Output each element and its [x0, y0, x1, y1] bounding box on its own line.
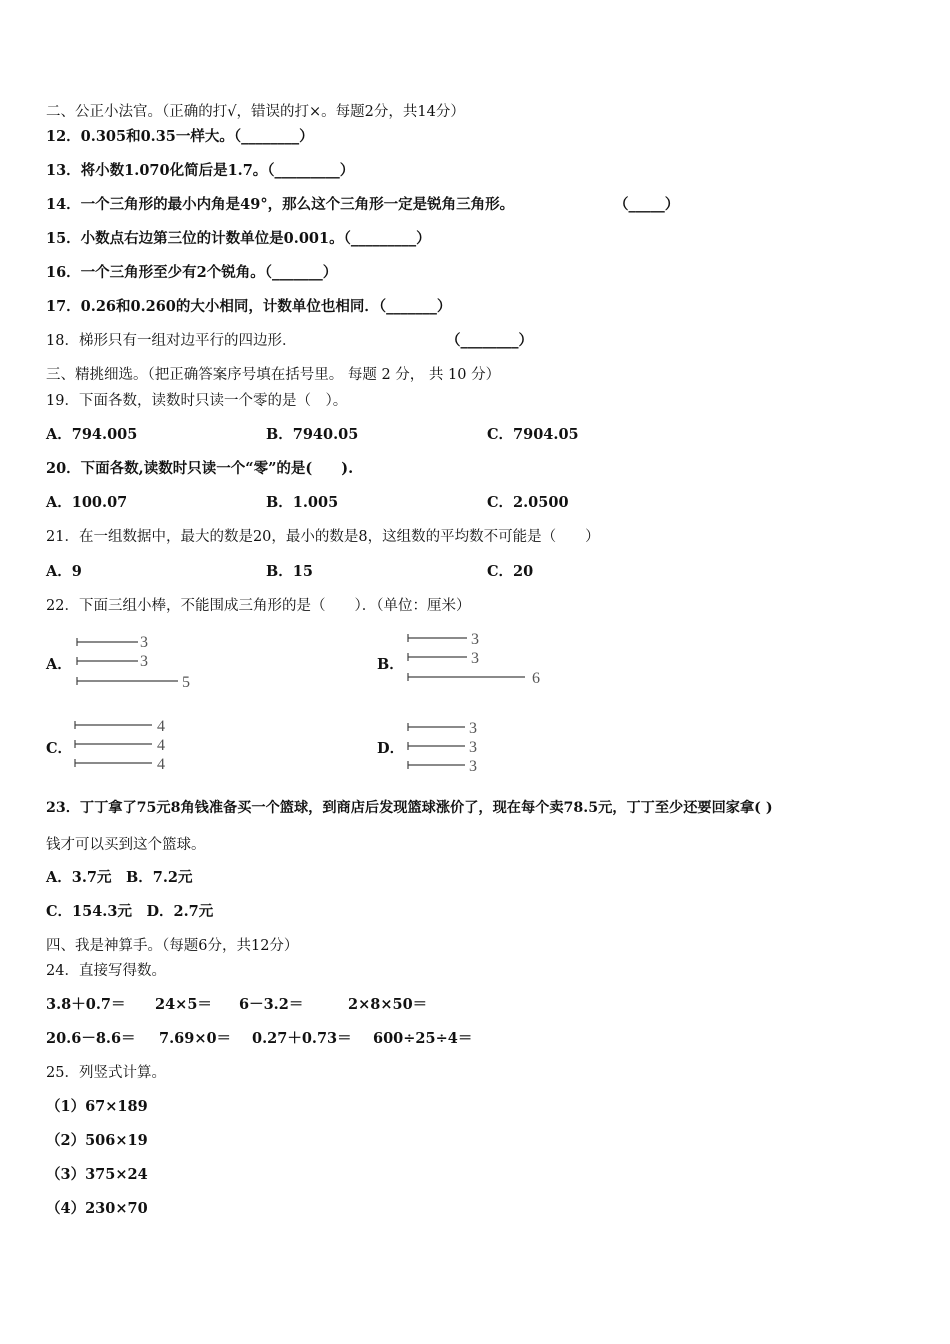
question-23-line-2: 钱才可以买到这个篮球。 [46, 837, 206, 853]
question-14: 14．一个三角形的最小内角是49°，那么这个三角形一定是锐角三角形。 [46, 196, 515, 213]
calc-row2-item3: 0.27＋0.73＝ [252, 1030, 352, 1047]
stick-b3-length: 6 [532, 670, 540, 687]
question-23-options-ab: A．3.7元 B．7.2元 [46, 869, 193, 886]
stick-b1-length: 3 [471, 631, 479, 648]
vertical-calc-item-4: （4）230×70 [46, 1200, 148, 1217]
sticks-figure-d [405, 716, 495, 778]
sticks-figure-c [72, 714, 182, 776]
question-23-options-cd: C．154.3元 D．2.7元 [46, 903, 214, 920]
stick-a3-length: 5 [182, 674, 190, 691]
vertical-calc-item-1: （1）67×189 [46, 1098, 148, 1115]
question-20-option-c: C．2.0500 [487, 494, 569, 511]
calc-row1-item1: 3.8＋0.7＝ [46, 996, 126, 1013]
question-21-option-c: C．20 [487, 563, 534, 580]
question-25: 25．列竖式计算。 [46, 1065, 166, 1081]
question-17: 17．0.26和0.260的大小相同，计数单位也相同．（_______） [46, 298, 452, 315]
vertical-calc-item-3: （3）375×24 [46, 1166, 148, 1183]
question-19-option-c: C．7904.05 [487, 426, 579, 443]
calc-row1-item2: 24×5＝ [155, 996, 212, 1013]
stick-c3-length: 4 [157, 756, 165, 773]
sticks-figure-b [405, 628, 555, 690]
stick-c2-length: 4 [157, 737, 165, 754]
section-4-title: 四、我是神算手。（每题6分，共12分） [46, 938, 299, 954]
calc-row2-item4: 600÷25÷4＝ [373, 1030, 473, 1047]
section-2-title: 二、公正小法官。（正确的打√，错误的打×。每题2分，共14分） [46, 104, 465, 120]
question-22: 22．下面三组小棒，不能围成三角形的是（ ）．（单位：厘米） [46, 598, 471, 614]
stick-d3-length: 3 [469, 758, 477, 775]
stick-a2-length: 3 [140, 653, 148, 670]
question-22-option-d-label: D． [377, 740, 405, 757]
question-15: 15．小数点右边第三位的计数单位是0.001。（_________） [46, 230, 431, 247]
question-20-option-b: B．1.005 [266, 494, 339, 511]
question-21-option-b: B．15 [266, 563, 313, 580]
stick-d2-length: 3 [469, 739, 477, 756]
question-22-option-c-label: C． [46, 740, 73, 757]
stick-c1-length: 4 [157, 718, 165, 735]
question-20-option-a: A．100.07 [46, 494, 128, 511]
question-21-option-a: A．9 [46, 563, 82, 580]
calc-row2-item1: 20.6－8.6＝ [46, 1030, 136, 1047]
question-21: 21．在一组数据中，最大的数是20，最小的数是8，这组数的平均数不可能是（ ） [46, 529, 600, 545]
question-24: 24．直接写得数。 [46, 963, 166, 979]
question-16: 16．一个三角形至少有2个锐角。（_______） [46, 264, 338, 281]
question-14-blank: （_____） [614, 196, 680, 213]
section-3-title: 三、精挑细选。（把正确答案序号填在括号里。 每题 2 分， 共 10 分） [46, 367, 501, 383]
question-19-option-b: B．7940.05 [266, 426, 359, 443]
question-13: 13．将小数1.070化简后是1.7。（_________） [46, 162, 355, 179]
question-20: 20．下面各数,读数时只读一个“零”的是( ). [46, 460, 354, 477]
calc-row1-item3: 6－3.2＝ [239, 996, 304, 1013]
question-18-blank: （________） [446, 332, 533, 349]
question-19-option-a: A．794.005 [46, 426, 138, 443]
question-23-line-1: 23．丁丁拿了75元8角钱准备买一个篮球，到商店后发现篮球涨价了，现在每个卖78.5元，丁丁至少还要回家拿( ) [46, 800, 773, 816]
sticks-figure-a [74, 632, 204, 692]
stick-b2-length: 3 [471, 650, 479, 667]
question-19: 19．下面各数，读数时只读一个零的是（ ）。 [46, 393, 348, 409]
question-12: 12．0.305和0.35一样大。（________） [46, 128, 314, 145]
calc-row1-item4: 2×8×50＝ [348, 996, 428, 1013]
calc-row2-item2: 7.69×0＝ [159, 1030, 232, 1047]
question-22-option-a-label: A． [46, 656, 72, 673]
stick-d1-length: 3 [469, 720, 477, 737]
vertical-calc-item-2: （2）506×19 [46, 1132, 148, 1149]
stick-a1-length: 3 [140, 634, 148, 651]
question-18: 18．梯形只有一组对边平行的四边形． [46, 333, 297, 349]
question-22-option-b-label: B． [377, 656, 404, 673]
